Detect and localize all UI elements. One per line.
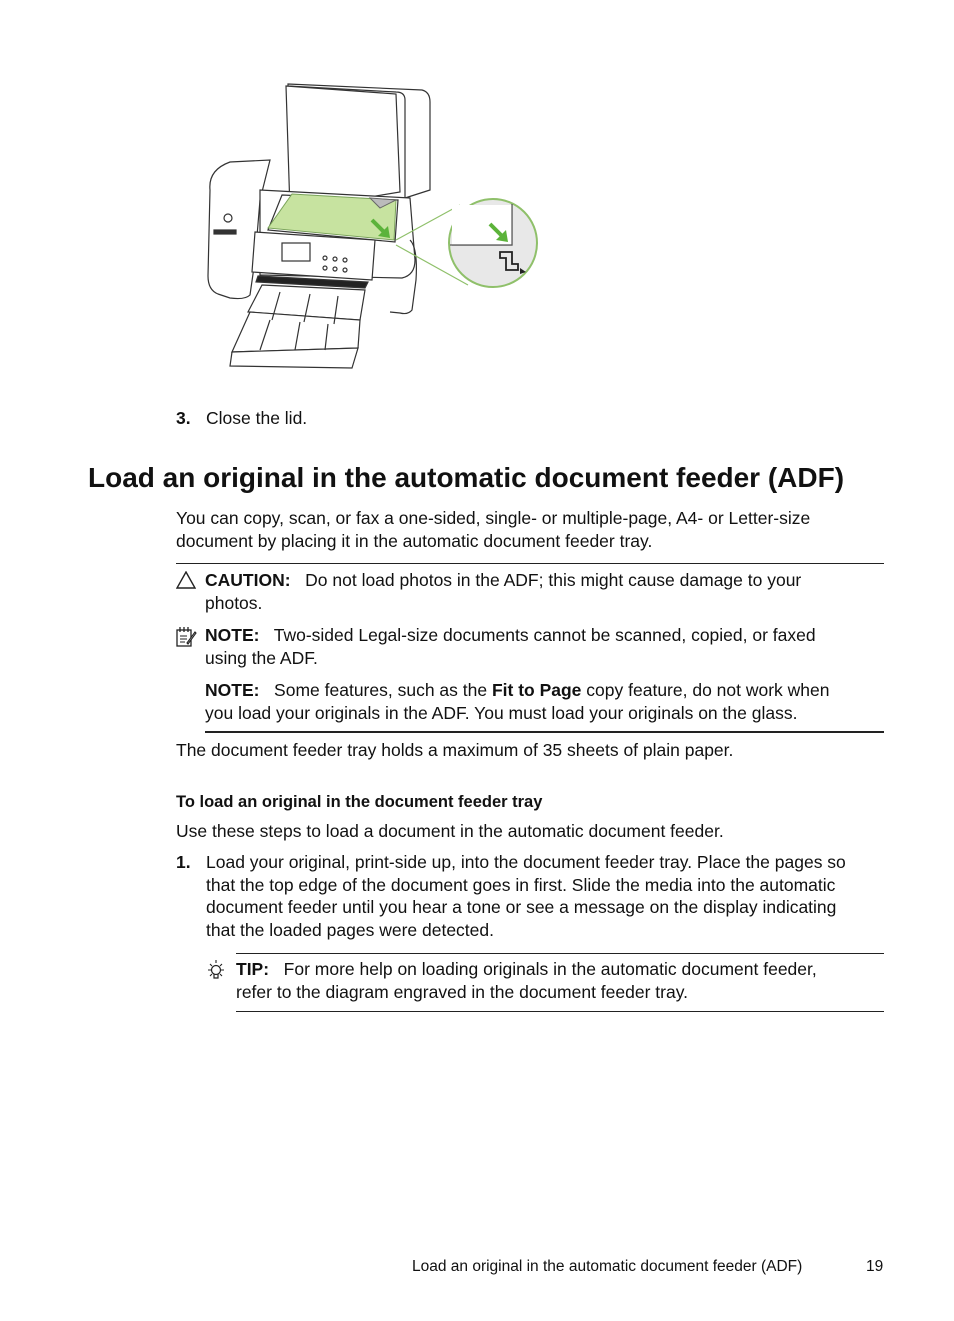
procedure-heading: To load an original in the document feeder tray — [176, 793, 543, 811]
caution-line1 — [205, 569, 895, 592]
caution-triangle-icon — [176, 571, 196, 589]
note-block-2 — [205, 679, 895, 724]
step-number: 1. — [176, 852, 191, 872]
step-number: 3. — [176, 408, 191, 428]
tip-line2: refer to the diagram engraved in the document feeder tray. — [236, 981, 689, 1002]
tip-lightbulb-icon — [205, 959, 227, 983]
note2-line1 — [205, 679, 895, 702]
note2-text-post: copy feature, do not work when — [586, 680, 830, 700]
fit-to-page-term: Fit to Page — [491, 680, 582, 700]
step-1-line: that the top edge of the document goes in first. Slide the media into the automatic — [206, 874, 836, 895]
divider — [205, 731, 884, 733]
divider — [176, 563, 884, 564]
note-block — [205, 624, 895, 669]
caution-line2: photos. — [205, 592, 263, 613]
tip-label: TIP: — [236, 959, 270, 979]
intro-paragraph: You can copy, scan, or fax a one-sided, single- or multiple-page, A4- or Letter-size document by placing it in the automatic document feeder tray. — [176, 508, 811, 551]
note-icon — [175, 626, 197, 648]
tip-text: For more help on loading originals in the automatic document feeder, — [283, 959, 817, 979]
note-label: NOTE: — [205, 625, 260, 645]
divider — [236, 953, 884, 954]
note2-label: NOTE: — [205, 680, 260, 700]
step-text: Close the lid. — [206, 408, 308, 428]
note-text: Two-sided Legal-size documents cannot be scanned, copied, or faxed — [273, 625, 816, 645]
note2-line2: you load your originals in the ADF. You must load your originals on the glass. — [205, 702, 798, 723]
step-1-text — [206, 851, 896, 941]
tip-block — [236, 958, 896, 1003]
step-1-line: document feeder until you hear a tone or see a message on the display indicating — [206, 897, 837, 917]
caution-block — [205, 569, 895, 614]
step-1-line: that the loaded pages were detected. — [206, 919, 494, 940]
note-line1 — [205, 624, 895, 647]
caution-label: CAUTION: — [205, 570, 291, 590]
step-1-line: Load your original, print-side up, into the document feeder tray. Place the pages so — [206, 852, 846, 872]
note-line2: using the ADF. — [205, 647, 318, 668]
footer-section-title: Load an original in the automatic document feeder (ADF) — [412, 1258, 803, 1275]
note2-text-pre: Some features, such as the — [274, 680, 488, 700]
tip-line1 — [236, 958, 896, 981]
caution-text: Do not load photos in the ADF; this might cause damage to your — [305, 570, 802, 590]
capacity-paragraph: The document feeder tray holds a maximum of 35 sheets of plain paper. — [176, 740, 734, 760]
printer-with-open-lid-illustration — [200, 80, 545, 372]
section-heading: Load an original in the automatic document feeder (ADF) — [88, 462, 845, 493]
procedure-intro: Use these steps to load a document in the automatic document feeder. — [176, 821, 724, 841]
page-number: 19 — [866, 1258, 884, 1275]
divider — [236, 1011, 884, 1012]
